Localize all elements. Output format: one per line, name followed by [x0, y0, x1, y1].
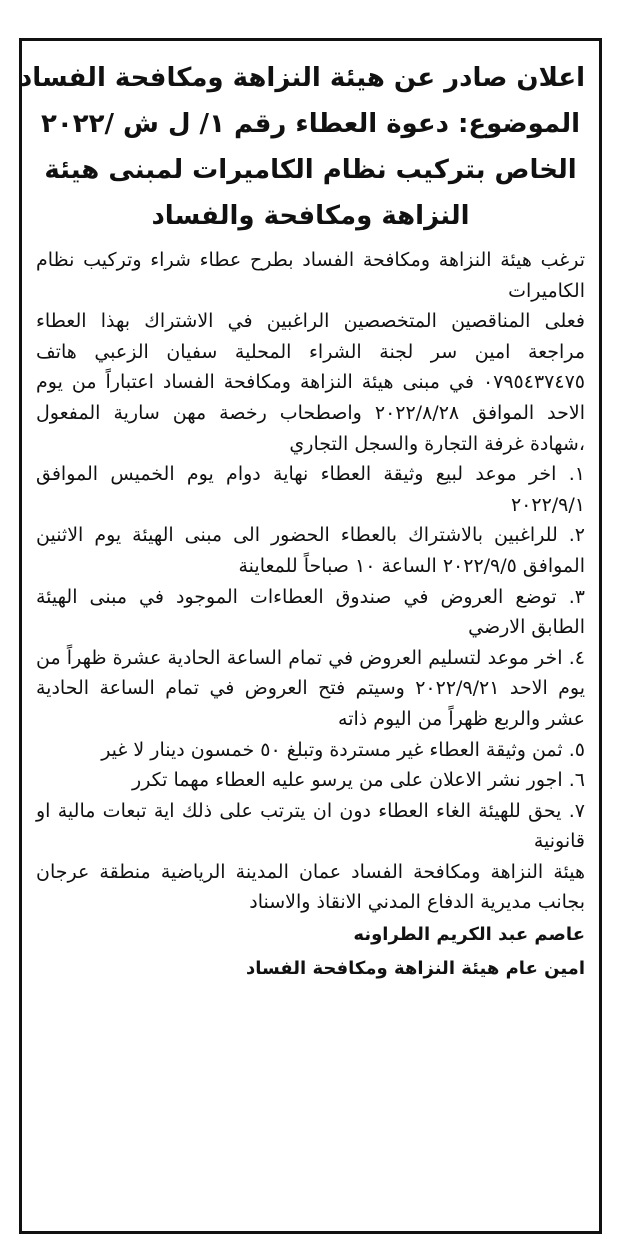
announcement-body — [36, 245, 585, 986]
announcement-frame — [19, 38, 602, 1234]
item-7: ٧. يحق للهيئة الغاء العطاء دون ان يترتب على ذلك اية تبعات مالية او قانونية — [36, 799, 585, 853]
title-line-2: الموضوع: دعوة العطاء رقم ١/ ل ش /٢٠٢٢ — [40, 109, 580, 139]
title-line-3: الخاص بتركيب نظام الكاميرات لمبنى هيئة — [44, 155, 577, 185]
title-line-4: النزاهة ومكافحة والفساد — [151, 201, 470, 231]
title-line-1: اعلان صادر عن هيئة النزاهة ومكافحة الفساد — [18, 63, 585, 93]
item-4: ٤. اخر موعد لتسليم العروض في تمام الساعة الحادية عشرة ظهراً من يوم الاحد ٢٠٢٢/٩/٢١ وسيتم فتح العروض في تمام الساعة الحادية عشر والربع ظهراً من اليوم ذاته — [36, 646, 586, 730]
item-6: ٦. اجور نشر الاعلان على من يرسو عليه العطاء مهما تكرر — [132, 769, 585, 792]
instructions-paragraph: فعلى المناقصين المتخصصين الراغبين في الاشتراك بهذا العطاء مراجعة امين سر لجنة الشراء المحلية سفيان الزعبي هاتف ٠٧٩٥٤٣٧٤٧٥ في مبنى هيئة النزاهة ومكافحة الفساد اعتباراً من يوم الاحد الموافق ٢٠٢٢/٨/٢٨ واصطحاب رخصة مهن سارية المفعول ،شهادة غرفة التجارة والسجل التجاري — [36, 310, 585, 455]
item-2: ٢. للراغبين بالاشتراك بالعطاء الحضور الى مبنى الهيئة يوم الاثنين الموافق ٢٠٢٢/٩/٥ الساعة ١٠ صباحاً للمعاينة — [36, 524, 585, 577]
signatory-position: امين عام هيئة النزاهة ومكافحة الفساد — [245, 958, 585, 980]
item-5: ٥. ثمن وثيقة العطاء غير مستردة وتبلغ ٥٠ خمسون دينار لا غير — [101, 738, 585, 761]
item-1: ١. اخر موعد لبيع وثيقة العطاء نهاية دوام يوم الخميس الموافق ٢٠٢٢/٩/١ — [36, 463, 585, 516]
item-3: ٣. توضع العروض في صندوق العطاءات الموجود في مبنى الهيئة الطابق الارضي — [36, 585, 585, 639]
signatory-name: عاصم عبد الكريم الطراونه — [353, 924, 585, 946]
intro-paragraph: ترغب هيئة النزاهة ومكافحة الفساد بطرح عطاء شراء وتركيب نظام الكاميرات — [36, 249, 585, 302]
address-paragraph: هيئة النزاهة ومكافحة الفساد عمان المدينة الرياضية منطقة عرجان بجانب مديرية الدفاع المدني الانقاذ والاسناد — [36, 860, 585, 914]
announcement-title — [18, 55, 585, 239]
